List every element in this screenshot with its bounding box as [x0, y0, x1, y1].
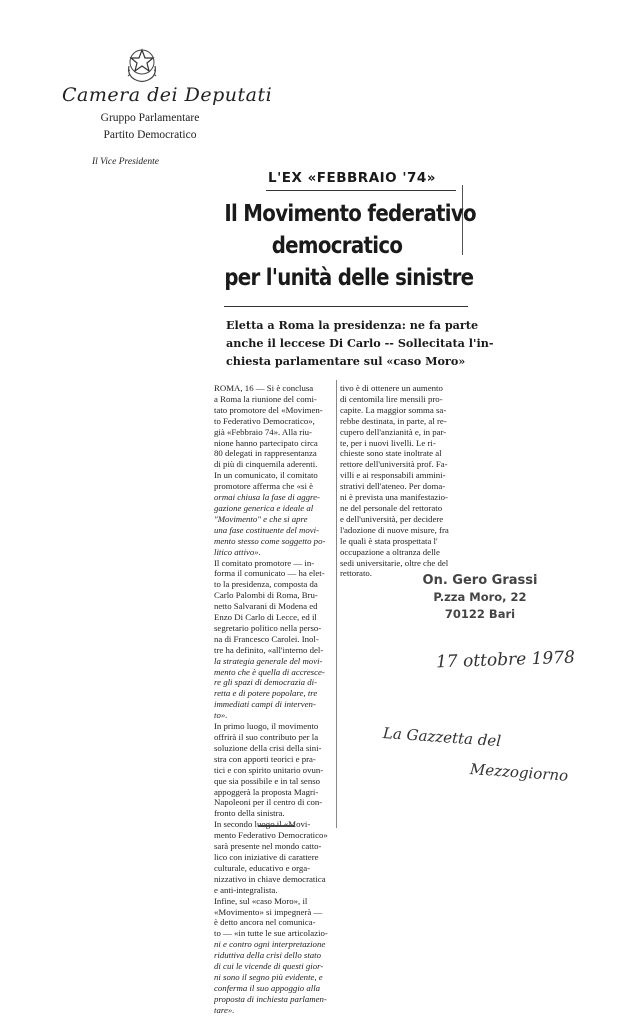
article-text-line: l'adozione di nuove misure, fra	[340, 524, 449, 535]
article-end-rule	[258, 825, 294, 827]
article-text-line: e dell'università, per decidere	[340, 513, 444, 524]
article-text-line: to Federativo Democratico»,	[214, 415, 315, 426]
article-text-line: di centomila lire mensili pro-	[340, 393, 443, 404]
article-text-line: una fase costituente del movi-	[214, 524, 320, 535]
article-text-line: proposta di inchiesta parlamen-	[214, 993, 327, 1004]
article-text-line: rebbe destinata, in parte, al re-	[340, 415, 447, 426]
parliamentary-group: Gruppo Parlamentare	[100, 112, 200, 124]
handwritten-date: 17 ottobre 1978	[435, 647, 576, 673]
article-text-line: ni e contro ogni interpretazione	[214, 939, 326, 950]
article-text-line: ROMA, 16 — Si è conclusa	[214, 383, 314, 393]
handwritten-source-line: Mezzogiorno	[469, 760, 569, 785]
emblem-icon	[124, 44, 160, 84]
article-text-line: riduttiva della crisi dello stato	[214, 950, 322, 961]
article-text-line: mento Federativo Democratico»	[214, 830, 328, 841]
article-text-line: sedi universitarie, oltre che del	[340, 557, 449, 568]
article-text-line: di cui le vicende di questi gior-	[214, 961, 324, 972]
article-text-line: culturale, educativo e orga-	[214, 862, 311, 873]
headline-line: democratico	[271, 233, 403, 259]
article-text-line: na di Francesco Carolei. Inol-	[214, 633, 319, 644]
article-text-line: In un comunicato, il comitato	[214, 470, 318, 481]
article-text-line: to la presidenza, composta da	[214, 579, 318, 590]
article-text-line: tre ha definito, «all'interno del-	[214, 644, 324, 655]
article-text-line: rettore dell'università prof. Fa-	[340, 459, 448, 470]
article-text-line: Napoleoni per il centro di con-	[214, 797, 323, 808]
handwritten-source-line: La Gazzetta del	[382, 724, 502, 751]
address-stamp	[420, 572, 540, 623]
article-text-line: ormai chiusa la fase di aggre-	[214, 492, 320, 503]
article-text-line: nione hanno partecipato circa	[214, 437, 318, 448]
article-text-line: sarà presente nel mondo catto-	[214, 841, 322, 852]
article-text-line: lico con iniziative di carattere	[214, 851, 319, 862]
article-text-line: segretario politico nella perso-	[214, 622, 322, 633]
stamp-street: P.zza Moro, 22	[433, 590, 527, 604]
article-text-line: nizzativo in chiave democratica	[214, 873, 326, 884]
article-text-line: e anti-integralista.	[214, 884, 278, 895]
article-text-line: Il comitato promotore — in-	[214, 557, 315, 568]
article-text-line: appoggerà la proposta Magri-	[214, 786, 319, 797]
kicker-divider	[266, 190, 456, 191]
article-text-line: stra con apporti teorici e pra-	[214, 753, 316, 764]
article-text-line: mento stesso come soggetto po-	[214, 535, 326, 546]
stamp-city: 70122 Bari	[444, 607, 516, 621]
article-text-line: ni è prevista una manifestazio-	[340, 492, 448, 503]
article-text-line: già «Febbraio 74». Alla riu-	[214, 426, 312, 437]
article-text-line: que sia possibile e in tal senso	[214, 775, 321, 786]
article-headline	[224, 198, 476, 294]
headline-line: per l'unità delle sinistre	[224, 265, 474, 291]
article-subheadline	[226, 316, 494, 370]
subheadline-divider	[224, 306, 468, 307]
article-text-line: to».	[214, 710, 228, 721]
article-text-line: tato promotore del «Movimen-	[214, 404, 323, 415]
article-text-line: "Movimento" e che si apre	[214, 513, 308, 524]
article-text-line: «Movimento» si impegnerà —	[214, 906, 323, 917]
article-text-line: cupero dell'anzianità e, in par-	[340, 426, 447, 437]
article-text-line: conferma il suo appoggio alla	[214, 982, 321, 993]
headline-line: Il Movimento federativo	[224, 201, 476, 227]
article-text-line: re gli spazi di democrazia di-	[214, 677, 318, 688]
article-text-line: tivo è di ottenere un aumento	[340, 383, 443, 393]
article-text-line: le quali è stata prospettata l'	[340, 535, 438, 546]
article-text-line: gazione generica e ideale al	[214, 502, 314, 513]
article-text-line: di più di cinquemila aderenti.	[214, 459, 318, 470]
institution-name: Camera dei Deputati	[62, 84, 273, 106]
article-text-line: offrirà il suo contributo per la	[214, 732, 319, 742]
subheadline-line: Eletta a Roma la presidenza: ne fa parte	[226, 318, 479, 332]
article-text-line: mento che è quella di accresce-	[214, 666, 325, 677]
article-text-line: Infine, sul «caso Moro», il	[214, 895, 308, 906]
article-text-line: la strategia generale del movi-	[214, 655, 323, 666]
article-text-line: è detto ancora nel comunica-	[214, 917, 316, 928]
vice-president-label: Il Vice Presidente	[92, 157, 159, 167]
article-text-line: netto Salvarani di Modena ed	[214, 601, 318, 612]
article-text-line: occupazione a oltranza delle	[340, 546, 440, 557]
article-text-line: tici e con spirito unitario ovun-	[214, 764, 324, 775]
article-text-line: a Roma la riunione del comi-	[214, 393, 317, 404]
article-text-line: In primo luogo, il movimento	[214, 721, 319, 732]
article-text-line: ne del personale del rettorato	[340, 502, 443, 513]
article-text-line: In secondo luogo il «Movi-	[214, 819, 311, 830]
column-divider	[336, 380, 337, 828]
article-text-line: litico attivo».	[214, 546, 261, 557]
article-text-line: ni sono il segno più evidente, e	[214, 971, 323, 982]
article-text-line: rettorato.	[340, 568, 372, 579]
article-text-line: promotore afferma che «si è	[214, 481, 314, 492]
article-text-line: soluzione della crisi della sini-	[214, 742, 322, 753]
article-column-1	[214, 383, 334, 1016]
article-text-line: Carlo Palombi di Roma, Bru-	[214, 590, 318, 601]
article-text-line: retta e di potere popolare, tre	[214, 688, 318, 699]
article-text-line: immediati campi di interven-	[214, 699, 316, 710]
article-text-line: tare».	[214, 1004, 235, 1015]
article-text-line: 80 delegati in rappresentanza	[214, 448, 317, 459]
article-text-line: chieste sono state inoltrate al	[340, 448, 442, 459]
stamp-name: On. Gero Grassi	[422, 573, 538, 588]
subheadline-line: anche il leccese Di Carlo -- Sollecitata l'in-	[226, 336, 494, 350]
article-text-line: capite. La maggior somma sa-	[340, 404, 447, 415]
subheadline-line: chiesta parlamentare sul «caso Moro»	[226, 354, 466, 368]
article-text-line: forma il comunicato — ha elet-	[214, 568, 325, 579]
article-text-line: to — «in tutte le sue articolazio-	[214, 928, 328, 939]
article-column-2	[340, 383, 462, 579]
article-text-line: fronto della sinistra.	[214, 808, 285, 819]
party-name: Partito Democratico	[103, 129, 197, 141]
article-kicker: L'EX «FEBBRAIO '74»	[268, 170, 436, 186]
article-text-line: strativi dell'ateneo. Per doma-	[340, 481, 446, 492]
article-text-line: villi e ai responsabili ammini-	[340, 470, 446, 481]
article-text-line: te, per i nuovi livelli. Le ri-	[340, 437, 436, 448]
article-text-line: Enzo Di Carlo di Lecce, ed il	[214, 612, 317, 623]
